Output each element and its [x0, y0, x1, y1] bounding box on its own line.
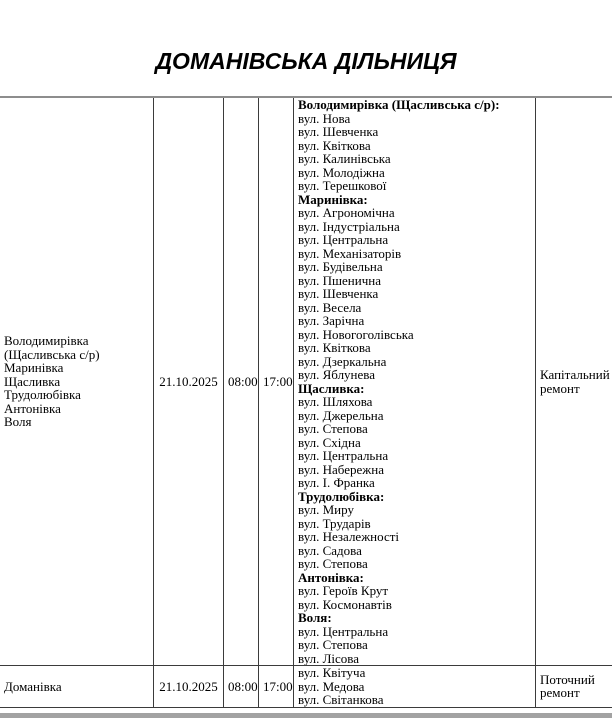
street-item: вул. Квіткова [298, 137, 371, 153]
street-item: вул. Степова [298, 421, 368, 436]
streets-cell [294, 97, 536, 666]
street-item: вул. Східна [298, 434, 361, 450]
street-item: вул. Миру [298, 502, 354, 517]
street-group-header: Антонівка: [298, 569, 364, 585]
street-item: вул. Степова [298, 637, 368, 652]
schedule-row [0, 97, 612, 666]
street-item: вул. Агрономічна [298, 205, 395, 220]
street-item: вул. Шевченка [298, 124, 379, 139]
settlement-name: Володимирівка (Щасливська с/р) [4, 333, 100, 362]
date-cell: 21.10.2025 [154, 666, 224, 708]
settlement-name: Трудолюбівка [4, 387, 81, 403]
page-bottom-edge [0, 713, 612, 718]
settlement-name: Доманівка [4, 678, 62, 694]
street-item: вул. Шляхова [298, 394, 373, 409]
street-item: вул. Центральна [298, 448, 389, 463]
street-item: вул. Центральна [298, 232, 389, 247]
street-group-header: Трудолюбівка: [298, 488, 385, 504]
street-item: вул. Лісова [298, 650, 360, 666]
street-item: вул. Зарічна [298, 313, 365, 328]
street-item: вул. Джерельна [298, 407, 384, 423]
street-group-header: Воля: [298, 610, 332, 625]
street-item: вул. Дзеркальна [298, 353, 387, 369]
settlement-name: Щасливка [4, 373, 61, 389]
settlements-cell [0, 97, 154, 666]
schedule-row [0, 666, 612, 708]
street-item: вул. Центральна [298, 623, 389, 639]
street-item: вул. Калинівська [298, 151, 391, 166]
street-item: вул. Незалежності [298, 529, 400, 544]
street-item: вул. Весела [298, 299, 362, 315]
street-item: вул. Нова [298, 110, 351, 126]
settlements-cell [0, 666, 154, 708]
end-time-cell: 17:00 [259, 97, 294, 666]
street-item: вул. Степова [298, 556, 368, 571]
street-group-header: Маринівка: [298, 191, 368, 207]
street-item: вул. Пшенична [298, 272, 381, 288]
start-time-cell: 08:00 [224, 666, 259, 708]
street-item: вул. Трударів [298, 515, 371, 531]
repair-type-cell: Капітальний ремонт [536, 97, 612, 666]
date-cell: 21.10.2025 [154, 97, 224, 666]
street-item: вул. Шевченка [298, 286, 379, 301]
schedule-table-body [0, 97, 612, 707]
street-item: вул. Квіткова [298, 340, 371, 355]
street-item: вул. Новогоголівська [298, 326, 414, 342]
street-group-header: Володимирівка (Щасливська с/р): [298, 97, 500, 112]
street-item: вул. Медова [298, 678, 365, 694]
street-item: вул. Квітуча [298, 665, 366, 680]
street-item: вул. Світанкова [298, 692, 384, 707]
street-item: вул. Індустріальна [298, 218, 400, 234]
street-item: вул. Яблунева [298, 367, 376, 382]
start-time-cell: 08:00 [224, 97, 259, 666]
street-item: вул. Механізаторів [298, 245, 402, 261]
street-item: вул. Терешкової [298, 178, 387, 193]
settlement-name: Воля [4, 414, 32, 430]
settlement-name: Маринівка [4, 360, 64, 376]
street-item: вул. Садова [298, 542, 362, 558]
street-group-header: Щасливка: [298, 380, 365, 396]
street-item: вул. Будівельна [298, 259, 383, 274]
street-item: вул. Космонавтів [298, 596, 392, 612]
street-item: вул. Набережна [298, 461, 384, 477]
street-item: вул. І. Франка [298, 475, 375, 490]
end-time-cell: 17:00 [259, 666, 294, 708]
page-title: ДОМАНІВСЬКА ДІЛЬНИЦЯ [155, 48, 457, 74]
streets-cell [294, 666, 536, 708]
repair-type-cell: Поточний ремонт [536, 666, 612, 708]
street-item: вул. Молодіжна [298, 164, 385, 180]
settlement-name: Антонівка [4, 400, 61, 416]
street-item: вул. Героїв Крут [298, 583, 389, 598]
outage-schedule-table [0, 96, 612, 708]
